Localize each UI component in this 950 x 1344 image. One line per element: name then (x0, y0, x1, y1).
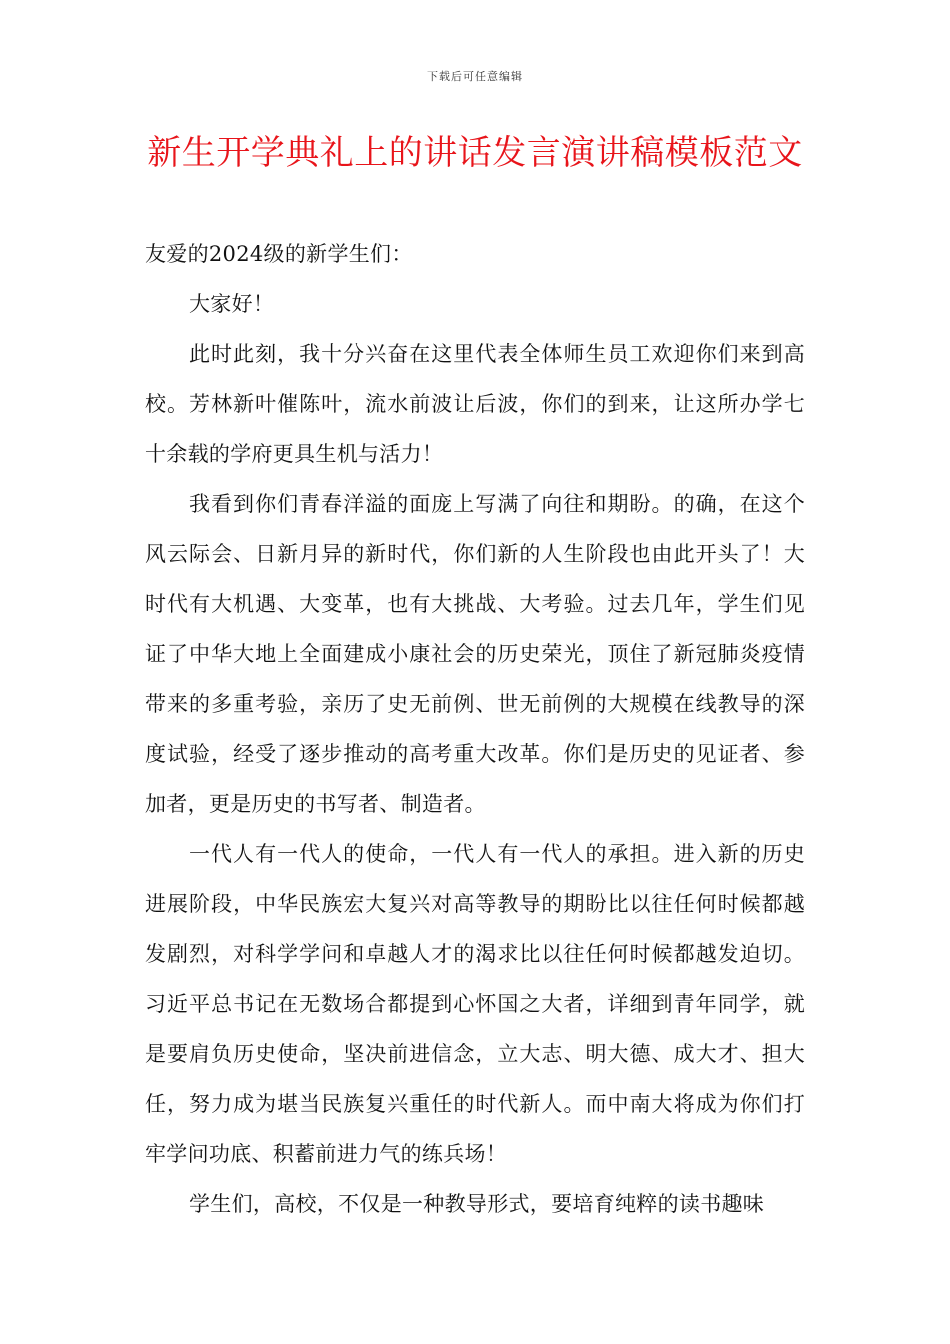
greeting: 大家好！ (189, 292, 275, 316)
header-note: 下载后可任意编辑 (427, 70, 523, 83)
salutation: 友爱的2024级的新学生们： (145, 242, 413, 266)
paragraph-4: 学生们，高校，不仅是一种教导形式，要培育纯粹的读书趣味 (189, 1192, 765, 1216)
document-body (145, 229, 805, 1229)
paragraph-2: 我看到你们青春洋溢的面庞上写满了向往和期盼。的确，在这个风云际会、日新月异的新时代，你们新的人生阶段也由此开头了！大时代有大机遇、大变革，也有大挑战、大考验。过去几年，学生们见证了中华大地上全面建成小康社会的历史荣光，顶住了新冠肺炎疫情带来的多重考验，亲历了史无前例、世无前例的大规模在线教导的深度试验，经受了逐步推动的高考重大改革。你们是历史的见证者、参加者，更是历史的书写者、制造者。 (145, 492, 805, 816)
paragraph-3: 一代人有一代人的使命，一代人有一代人的承担。进入新的历史进展阶段，中华民族宏大复兴对高等教导的期盼比以往任何时候都越发剧烈，对科学学问和卓越人才的渴求比以往任何时候都越发迫切。习近平总书记在无数场合都提到心怀国之大者，详细到青年同学，就是要肩负历史使命，坚决前进信念，立大志、明大德、成大才、担大任，努力成为堪当民族复兴重任的时代新人。而中南大将成为你们打牢学问功底、积蓄前进力气的练兵场！ (145, 842, 805, 1166)
document-title: 新生开学典礼上的讲话发言演讲稿模板范文 (147, 133, 803, 173)
paragraph-1: 此时此刻，我十分兴奋在这里代表全体师生员工欢迎你们来到高校。芳林新叶催陈叶，流水前波让后波，你们的到来，让这所办学七十余载的学府更具生机与活力！ (145, 342, 805, 466)
